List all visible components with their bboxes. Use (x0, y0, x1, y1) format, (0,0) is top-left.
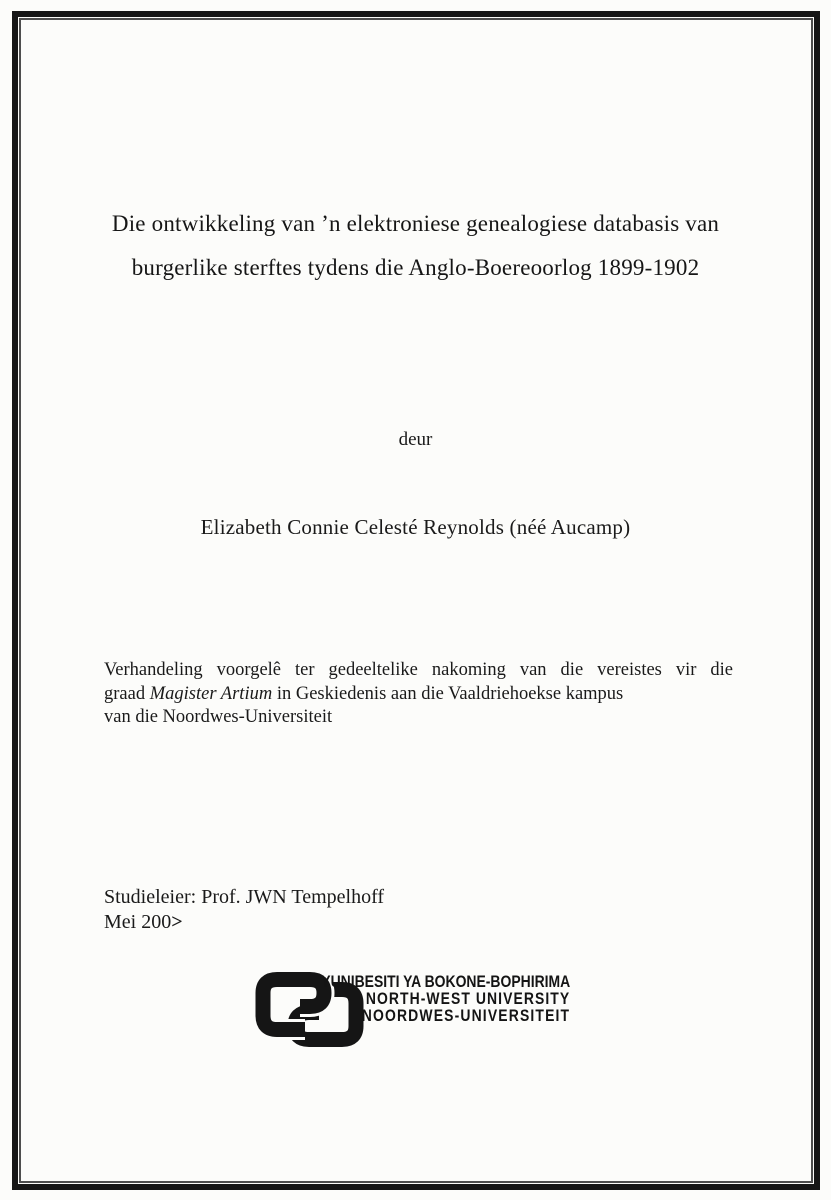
supervisor-block (104, 885, 384, 934)
author-name: Elizabeth Connie Celesté Reynolds (néé Aucamp) (200, 515, 631, 539)
nwu-logo-line-setswana: YUNIBESITI YA BOKONE-BOPHIRIMA (321, 972, 571, 991)
degree-statement-line-2: graad Magister Artium in Geskiedenis aan die Vaaldriehoekse kampus (104, 683, 624, 704)
supervisor-line: Studieleier: Prof. JWN Tempelhoff (104, 886, 385, 908)
thesis-title-line-1: Die ontwikkeling van ’n elektroniese genealogiese databasis van (111, 211, 720, 236)
nwu-logo-wordmark (316, 973, 570, 1025)
degree-statement-line-3: van die Noordwes-Universiteit (104, 707, 333, 727)
degree-name-italic: Magister Artium (149, 683, 273, 704)
date-last-digit: > (171, 910, 182, 933)
nwu-logo-line-afrikaans: NOORDWES-UNIVERSITEIT (361, 1006, 571, 1026)
thesis-title (60, 202, 771, 290)
byline-label: deur (398, 429, 433, 450)
thesis-title-line-2: burgerlike sterftes tydens die Anglo-Boereoorlog 1899-1902 (131, 255, 700, 280)
nwu-logo-line-english: NORTH-WEST UNIVERSITY (365, 989, 571, 1009)
date-line: Mei 200> (104, 910, 182, 933)
degree-statement-line-1: Verhandeling voorgelê ter gedeeltelike nakoming van die vereistes vir die (104, 660, 733, 680)
degree-statement (104, 659, 733, 730)
